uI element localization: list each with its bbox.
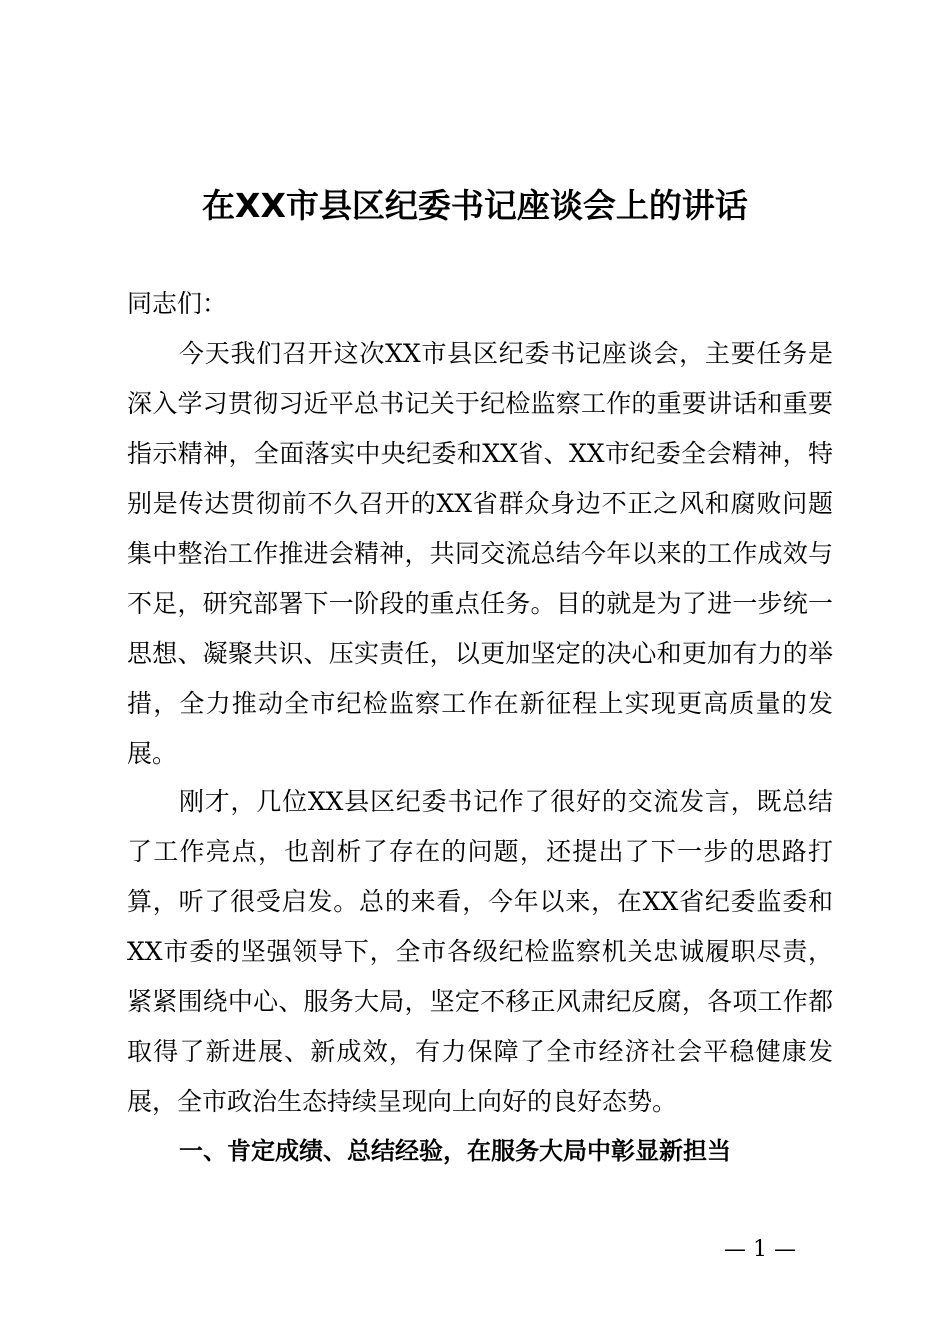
document-title: 在XX市县区纪委书记座谈会上的讲话 bbox=[202, 186, 748, 225]
paragraph-1-text: 今天我们召开这次XX市县区纪委书记座谈会，主要任务是深入学习贯彻习近平总书记关于纪检监察工作的重要讲话和重要指示精神，全面落实中央纪委和XX省、XX市纪委全会精神，特别是传达贯彻前不久召开的XX省群众身边不正之风和腐败问题集中整治工作推进会精神，共同交流总结今年以来的工作成效与不足，研究部署下一阶段的重点任务。目的就是为了进一步统一思想、凝聚共识、压实责任，以更加坚定的决心和更加有力的举措，全力推动全市纪检监察工作在新征程上实现更高质量的发展。 bbox=[127, 339, 833, 768]
page-number: — 1 — bbox=[724, 1237, 796, 1262]
paragraph-1 bbox=[127, 329, 833, 779]
paragraph-2 bbox=[127, 777, 833, 1127]
paragraph-2-text: 刚才，几位XX县区纪委书记作了很好的交流发言，既总结了工作亮点，也剖析了存在的问题，还提出了下一步的思路打算，听了很受启发。总的来看，今年以来，在XX省纪委监委和XX市委的坚强领导下，全市各级纪检监察机关忠诚履职尽责，紧紧围绕中心、服务大局，坚定不移正风肃纪反腐，各项工作都取得了新进展、新成效，有力保障了全市经济社会平稳健康发展，全市政治生态持续呈现向上向好的良好态势。 bbox=[127, 787, 833, 1116]
section-heading: 一、肯定成绩、总结经验，在服务大局中彰显新担当 bbox=[179, 1137, 731, 1165]
salutation: 同志们： bbox=[127, 289, 228, 318]
